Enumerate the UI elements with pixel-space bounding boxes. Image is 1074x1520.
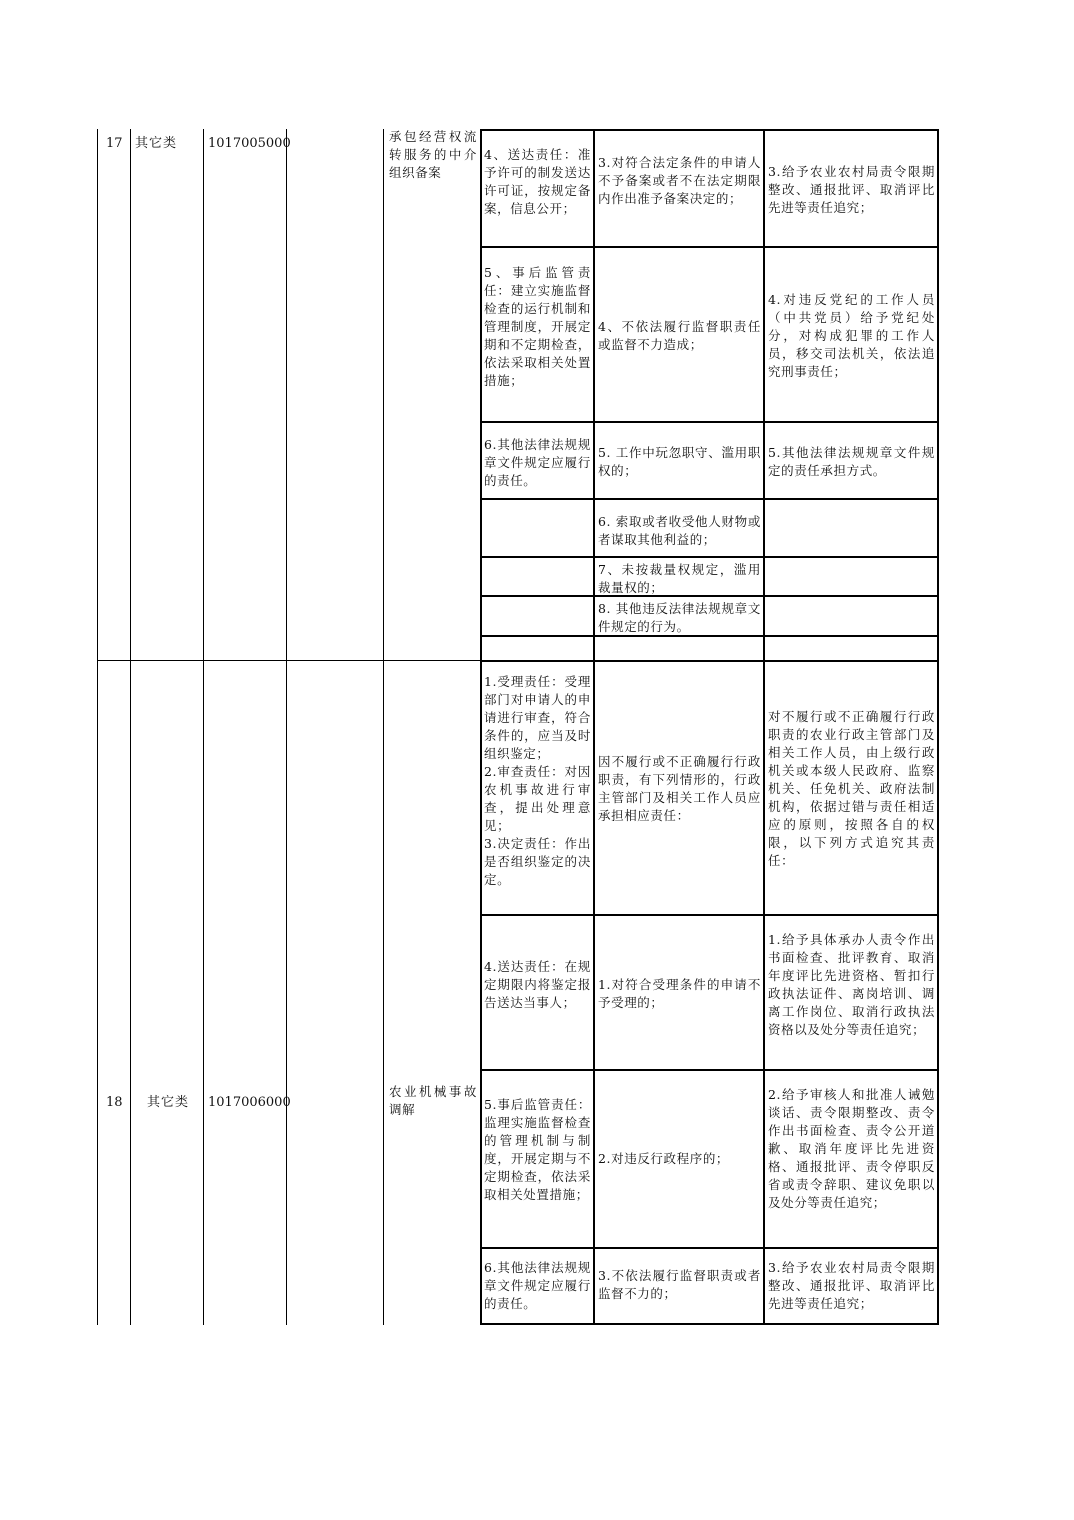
r18-s2-situation: 1.对符合受理条件的申请不予受理的；	[598, 977, 761, 1010]
r18-s4-situation: 3.不依法履行监督职责或者监督不力的；	[598, 1268, 761, 1301]
r18-s4-accountability: 3.给予农业农村局责令限期整改、通报批评、取消评比先进等责任追究；	[768, 1260, 935, 1311]
sub-row-line	[480, 498, 939, 500]
row-18-item: 农业机械事故调解	[389, 1084, 477, 1117]
row-18-code: 1017006000	[208, 1095, 291, 1110]
r17-s3-duty: 6.其他法律法规规章文件规定应履行的责任。	[484, 437, 591, 488]
row-17-code: 1017005000	[208, 136, 291, 151]
row-18-category: 其它类	[147, 1095, 190, 1110]
r17-s1-duty: 4、送达责任：准予许可的制发送达许可证，按规定备案，信息公开；	[484, 147, 591, 216]
sub-col-line-c	[763, 129, 765, 1325]
r17-s1-accountability: 3.给予农业农村局责令限期整改、通报批评、取消评比先进等责任追究；	[768, 164, 935, 215]
r18-s2-accountability: 1.给予具体承办人责令作出书面检查、批评教育、取消年度评比先进资格、暂扣行政执法证件、离岗培训、调离工作岗位、取消行政执法资格以及处分等责任追究；	[768, 932, 935, 1037]
r17-s3-accountability: 5.其他法律法规规章文件规定的责任承担方式。	[768, 445, 935, 478]
r17-s5-situation: 7、未按裁量权规定，滥用裁量权的；	[598, 562, 761, 595]
sub-row-line	[480, 246, 939, 248]
sub-col-line-d	[937, 129, 939, 1325]
sub-row-line	[480, 1069, 939, 1071]
col-line-5	[383, 129, 384, 1325]
r17-s2-situation: 4、不依法履行监督职责任或监督不力造成；	[598, 319, 761, 352]
r17-s6-situation: 8. 其他违反法律法规规章文件规定的行为。	[598, 601, 761, 634]
sub-col-line-a	[480, 129, 482, 1325]
row-17-item: 承包经营权流转服务的中介组织备案	[389, 129, 477, 180]
col-line-1	[97, 129, 98, 1325]
r18-s3-accountability: 2.给予审核人和批准人诫勉谈话、责令限期整改、责令作出书面检查、责令公开道歉、取消年度评比先进资格、通报批评、责令停职反省或责令辞职、建议免职以及处分等责任追究；	[768, 1087, 935, 1210]
r18-s3-situation: 2.对违反行政程序的；	[598, 1151, 730, 1166]
sub-row-line	[480, 556, 939, 558]
sub-col-line-b	[593, 129, 595, 1325]
sub-row-line	[480, 1247, 939, 1249]
r17-s2-duty: 5、事后监管责任：建立实施监督检查的运行机制和管理制度，开展定期和不定期检查，依法采取相关处置措施；	[484, 265, 591, 388]
row-17-number: 17	[106, 136, 123, 151]
sub-row-line	[480, 660, 939, 662]
sub-row-line	[480, 914, 939, 916]
r18-s3-duty: 5.事后监管责任：监理实施监督检查的管理机制与制度，开展定期与不定期检查，依法采取相关处置措施；	[484, 1097, 591, 1202]
col-line-4	[286, 129, 287, 1325]
r17-s3-situation: 5. 工作中玩忽职守、滥用职权的；	[598, 445, 761, 478]
sub-row-line	[480, 129, 939, 131]
row-separator-left	[97, 660, 480, 661]
sub-row-line	[480, 1323, 939, 1325]
r17-s2-accountability: 4.对违反党纪的工作人员（中共党员）给予党纪处分，对构成犯罪的工作人员，移交司法机关，依法追究刑事责任；	[768, 292, 935, 379]
r18-s4-duty: 6.其他法律法规规章文件规定应履行的责任。	[484, 1260, 591, 1311]
r18-s1-accountability: 对不履行或不正确履行行政职责的农业行政主管部门及相关工作人员，由上级行政机关或本级人民政府、监察机关、任免机关、政府法制机构，依据过错与责任相适应的原则，按照各自的权限，以下列方式追究其责任：	[768, 709, 935, 868]
r17-s4-situation: 6. 索取或者收受他人财物或者谋取其他利益的；	[598, 514, 761, 547]
r18-s1-situation: 因不履行或不正确履行行政职责，有下列情形的，行政主管部门及相关工作人员应承担相应责任：	[598, 754, 761, 823]
col-line-2	[130, 129, 131, 1325]
sub-row-line	[480, 421, 939, 423]
r18-s1-duty: 1.受理责任：受理部门对申请人的申请进行审查，符合条件的，应当及时组织鉴定； 2.审查责任：对因农机事故进行审查，提出处理意见； 3.决定责任：作出是否组织鉴定的决定。	[484, 674, 591, 887]
col-line-3	[203, 129, 204, 1325]
r17-s1-situation: 3.对符合法定条件的申请人不予备案或者不在法定期限内作出准予备案决定的；	[598, 155, 761, 206]
row-18-number: 18	[106, 1095, 123, 1110]
row-17-category: 其它类	[135, 136, 178, 151]
r18-s2-duty: 4.送达责任：在规定期限内将鉴定报告送达当事人；	[484, 959, 591, 1010]
